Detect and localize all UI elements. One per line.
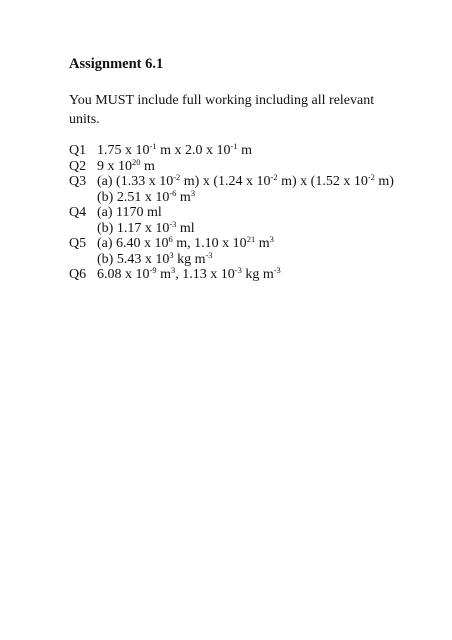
answer-text: 1.75 x 10 bbox=[97, 143, 150, 158]
exponent: 3 bbox=[170, 265, 176, 275]
answer-line bbox=[97, 174, 399, 190]
question-answer bbox=[97, 267, 399, 283]
exponent: -3 bbox=[234, 265, 242, 275]
exponent: 21 bbox=[246, 234, 256, 244]
answer-text: m, 1.10 x 10 bbox=[172, 236, 247, 251]
answers-list bbox=[69, 143, 399, 283]
answer-text: 6.08 x 10 bbox=[97, 267, 150, 282]
answer-text: m bbox=[156, 267, 171, 282]
exponent: 3 bbox=[269, 234, 274, 244]
exponent: 20 bbox=[132, 156, 141, 167]
assignment-title: Assignment 6.1 bbox=[69, 56, 164, 72]
answer-line bbox=[97, 205, 399, 221]
answer-line bbox=[97, 267, 399, 283]
answer-text: m bbox=[176, 189, 191, 205]
exponent: -1 bbox=[230, 141, 238, 151]
exponent: 6 bbox=[168, 234, 173, 244]
question-row bbox=[69, 236, 399, 267]
answer-text: (b) 2.51 x 10 bbox=[97, 189, 170, 205]
answer-text: m bbox=[237, 143, 252, 158]
answer-text: 9 x 10 bbox=[97, 158, 132, 174]
question-number: Q1 bbox=[69, 143, 87, 158]
question-number: Q5 bbox=[69, 236, 87, 251]
answer-text: (a) 6.40 x 10 bbox=[97, 236, 169, 251]
answer-text: (a) (1.33 x 10 bbox=[97, 174, 174, 189]
answer-line bbox=[97, 249, 399, 268]
exponent: -3 bbox=[273, 265, 281, 275]
exponent: -2 bbox=[270, 172, 278, 182]
question-answer bbox=[97, 205, 399, 236]
answer-text: , 1.13 x 10 bbox=[175, 267, 235, 282]
question-answer bbox=[97, 236, 399, 267]
exponent: 3 bbox=[190, 187, 196, 198]
exponent: -9 bbox=[149, 265, 157, 275]
exponent: -2 bbox=[173, 172, 181, 182]
exponent: 3 bbox=[169, 249, 174, 260]
question-row bbox=[69, 156, 399, 175]
answer-text: m) x (1.52 x 10 bbox=[277, 174, 368, 189]
answer-text: m bbox=[140, 158, 155, 174]
question-number: Q4 bbox=[69, 205, 87, 220]
question-row bbox=[69, 267, 399, 283]
answer-line bbox=[97, 187, 399, 206]
instructions-text: You MUST include full working including all relevant units. bbox=[69, 93, 375, 127]
answer-text: m) bbox=[374, 174, 394, 189]
question-row bbox=[69, 205, 399, 236]
exponent: -1 bbox=[149, 141, 157, 151]
exponent: -6 bbox=[169, 187, 177, 198]
question-answer bbox=[97, 143, 399, 159]
answer-text: m x 2.0 x 10 bbox=[156, 143, 231, 158]
answer-line bbox=[97, 143, 399, 159]
question-answer bbox=[97, 174, 399, 205]
exponent: -2 bbox=[367, 172, 375, 182]
answer-text: (b) 5.43 x 10 bbox=[97, 251, 170, 267]
question-answer bbox=[97, 156, 399, 175]
answer-line bbox=[97, 156, 399, 175]
answer-line bbox=[97, 236, 399, 252]
answer-text: ml bbox=[176, 220, 195, 236]
answer-text: kg m bbox=[241, 267, 274, 282]
answer-text: m bbox=[255, 236, 270, 251]
question-row bbox=[69, 143, 399, 159]
question-number: Q2 bbox=[69, 158, 87, 174]
question-number: Q6 bbox=[69, 267, 87, 282]
answer-text: (a) 1170 ml bbox=[97, 205, 162, 220]
exponent: -3 bbox=[169, 218, 177, 229]
answer-text: kg m bbox=[173, 251, 206, 267]
answer-text: (b) 1.17 x 10 bbox=[97, 220, 170, 236]
answer-text: m) x (1.24 x 10 bbox=[180, 174, 271, 189]
question-row bbox=[69, 174, 399, 205]
question-number: Q3 bbox=[69, 174, 87, 189]
exponent: -3 bbox=[205, 249, 213, 260]
